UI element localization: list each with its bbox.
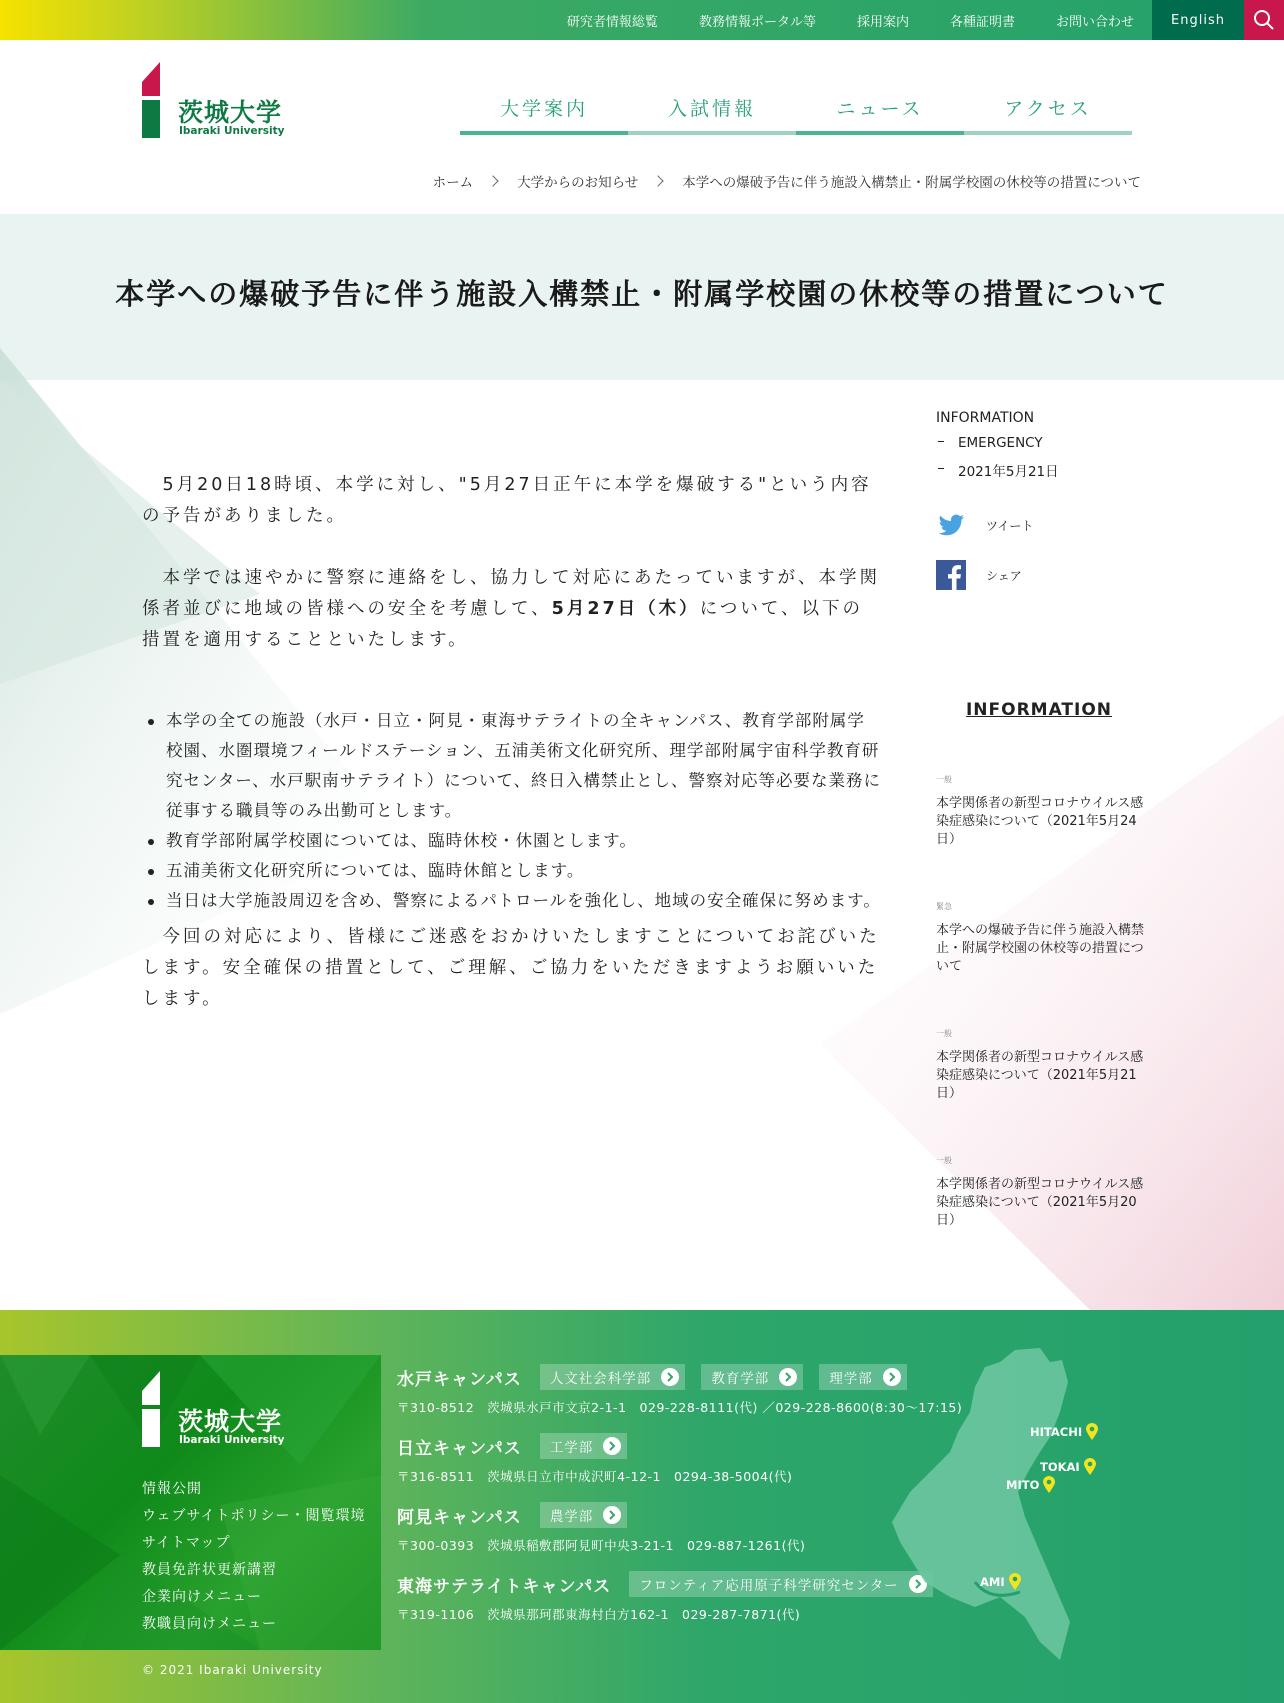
footer-logo-name-ja: 茨城大学 [178,1407,283,1436]
facebook-share-button[interactable] [936,560,1146,590]
footer-link-policy[interactable]: ウェブサイトポリシー・閲覧環境 [142,1508,366,1524]
search-button[interactable] [1244,0,1284,40]
information-list [936,700,1146,1228]
faculty-link[interactable] [540,1433,628,1459]
dash-icon [938,441,944,442]
list-item[interactable] [936,774,1146,849]
footer-logo-name-en: Ibaraki University [179,1434,285,1446]
map-pin-icon [1085,1423,1099,1441]
article-emphasis-date: 5月27日（木） [551,599,700,619]
facebook-icon [936,560,966,590]
information-heading[interactable]: INFORMATION [965,700,1113,720]
utility-link-contact[interactable]: お問い合わせ [1055,14,1134,30]
map-label-text: TOKAI [1040,1460,1080,1474]
utility-link-recruit[interactable]: 採用案内 [856,14,909,30]
nav-admissions[interactable]: 入試情報 [628,90,796,135]
article-paragraph-2-text: 本学では速やかに警察に連絡をし、協力して対応にあたっていますが、本学関係者並びに地域の皆様への安全を考慮して、 [142,568,880,619]
faculty-link-label: 工学部 [549,1440,594,1456]
news-category: 一般 [936,1029,952,1038]
campus-address: 〒319-1106 茨城県那珂郡東海村白方162-1 029-287-7871(代) [397,1607,801,1622]
news-title[interactable]: 本学への爆破予告に伴う施設入構禁止・附属学校園の休校等の措置について [936,923,1145,974]
meta-category-label: EMERGENCY [958,435,1043,451]
twitter-icon [936,510,966,540]
article-paragraph-2 [142,563,882,656]
news-category: 一般 [936,775,952,784]
chevron-right-icon [653,175,664,186]
page-title: 本学への爆破予告に伴う施設入構禁止・附属学校園の休校等の措置について [115,276,1169,311]
map-pin-icon [1083,1458,1097,1476]
map-label-mito[interactable] [1006,1476,1056,1494]
list-item[interactable] [936,1028,1146,1103]
map-label-tokai[interactable] [1040,1458,1097,1476]
list-item: 五浦美術文化研究所については、臨時休館とします。 [142,856,882,886]
chevron-right-icon [487,175,498,186]
campus-hitachi [397,1433,792,1485]
utility-link-certificates[interactable]: 各種証明書 [949,14,1015,30]
map-label-text: AMI [980,1575,1005,1589]
logo-name-ja: 茨城大学 [178,98,283,127]
english-button[interactable]: English [1152,0,1244,40]
campus-address: 〒310-8512 茨城県水戸市文京2-1-1 029-228-8111(代) ／029-228-8600(8:30～17:15) [397,1400,963,1415]
campus-address: 〒316-8511 茨城県日立市中成沢町4-12-1 0294-38-5004(代) [397,1469,793,1484]
campus-name: 水戸キャンパス [397,1369,522,1390]
faculty-link[interactable] [540,1502,628,1528]
article-paragraph-3 [142,922,882,1015]
map-label-text: HITACHI [1030,1425,1083,1439]
campus-ami [397,1502,805,1554]
campus-tokai [397,1571,949,1623]
tweet-button[interactable] [936,510,1146,540]
meta-date-label: 2021年5月21日 [958,464,1059,480]
news-category: 緊急 [936,902,952,911]
footer-link-staff[interactable]: 教職員向けメニュー [142,1616,277,1632]
breadcrumb [433,171,1141,191]
breadcrumb-current: 本学への爆破予告に伴う施設入構禁止・附属学校園の休校等の措置について [682,175,1141,191]
faculty-link[interactable] [629,1571,932,1597]
nav-access[interactable]: アクセス [964,90,1132,135]
article-paragraph-1-text: 5月20日18時頃、本学に対し、"5月27日正午に本学を爆破する"という内容の予告がありました。 [142,475,872,526]
logo-name-en: Ibaraki University [179,125,285,137]
nav-news[interactable]: ニュース [796,90,964,135]
faculty-link-label: 人文社会科学部 [549,1371,652,1387]
breadcrumb-notices[interactable]: 大学からのお知らせ [517,175,639,191]
map-pin-icon [1008,1573,1022,1591]
faculty-link-label: 教育学部 [711,1371,770,1387]
article-paragraph-1 [142,470,882,532]
footer-links [142,1476,365,1638]
faculty-link-label: 理学部 [829,1371,873,1387]
meta-heading: INFORMATION [936,410,1035,426]
article-paragraph-2-tail: について、以下の措置を適用することといたします。 [142,599,863,650]
news-title[interactable]: 本学関係者の新型コロナウイルス感染症感染について（2021年5月21日） [936,1050,1144,1101]
search-icon [1253,9,1275,31]
utility-link-portal[interactable]: 教務情報ポータル等 [698,14,816,30]
footer-link-sitemap[interactable]: サイトマップ [142,1535,231,1551]
utility-links [526,0,1134,40]
footer-link-business[interactable]: 企業向けメニュー [142,1589,262,1605]
arrow-right-icon [661,1368,679,1386]
article-paragraph-3-text: 今回の対応により、皆様にご迷惑をおかけいたしますことについてお詫びいたします。安全確保の措置として、ご理解、ご協力をいただきますようお願いいたします。 [142,927,880,1009]
news-title[interactable]: 本学関係者の新型コロナウイルス感染症感染について（2021年5月24日） [936,796,1144,847]
arrow-right-icon [603,1506,621,1524]
list-item: 当日は大学施設周辺を含め、警察によるパトロールを強化し、地域の安全確保に努めます。 [142,886,882,916]
site-logo[interactable] [142,62,292,146]
utility-link-researchers[interactable]: 研究者情報総覧 [566,14,658,30]
measures-list [142,706,882,916]
faculty-link[interactable] [540,1364,686,1390]
campus-name: 日立キャンパス [397,1438,522,1459]
campus-mito [397,1364,962,1416]
share-label: シェア [986,568,1022,583]
map-label-text: MITO [1006,1478,1040,1492]
main-nav [460,90,1132,135]
news-title[interactable]: 本学関係者の新型コロナウイルス感染症感染について（2021年5月20日） [936,1177,1144,1228]
ibaraki-map [890,1342,1140,1662]
news-category: 一般 [936,1156,952,1165]
campus-name: 阿見キャンパス [397,1507,522,1528]
article-meta [936,410,1146,590]
dash-icon [938,468,944,469]
top-utility-bar [0,0,1284,40]
map-label-ami[interactable] [980,1573,1022,1591]
arrow-right-icon [603,1437,621,1455]
footer-link-license-renewal[interactable]: 教員免許状更新講習 [142,1562,277,1578]
map-pin-icon [1042,1476,1056,1494]
faculty-link[interactable] [701,1364,803,1390]
list-item: 教育学部附属学校園については、臨時休校・休園とします。 [142,826,882,856]
nav-about[interactable]: 大学案内 [460,90,628,135]
article-body [142,470,882,1046]
copyright: © 2021 Ibaraki University [142,1663,323,1677]
campus-address: 〒300-0393 茨城県稲敷郡阿見町中央3-21-1 029-887-1261(代) [397,1538,806,1553]
map-label-hitachi[interactable] [1030,1423,1099,1441]
list-item[interactable] [936,1155,1146,1230]
campus-name: 東海サテライトキャンパス [397,1576,612,1597]
faculty-link-label: 農学部 [549,1509,594,1525]
faculty-link-label: フロンティア応用原子科学研究センター [639,1578,899,1594]
tweet-label: ツイート [986,518,1034,533]
meta-category[interactable] [936,435,1146,451]
breadcrumb-home[interactable]: ホーム [432,175,474,191]
meta-date [936,460,1146,480]
list-item: 本学の全ての施設（水戸・日立・阿見・東海サテライトの全キャンパス、教育学部附属学校園、水圏環境フィールドステーション、五浦美術文化研究所、理学部附属宇宙科学教育研究センター、水戸駅南サテライト）について、終日入構禁止とし、警察対応等必要な業務に従事する職員等のみ出勤可とします。 [142,706,882,826]
footer-link-disclosure[interactable]: 情報公開 [142,1481,202,1497]
list-item[interactable] [936,901,1146,976]
arrow-right-icon [779,1368,797,1386]
